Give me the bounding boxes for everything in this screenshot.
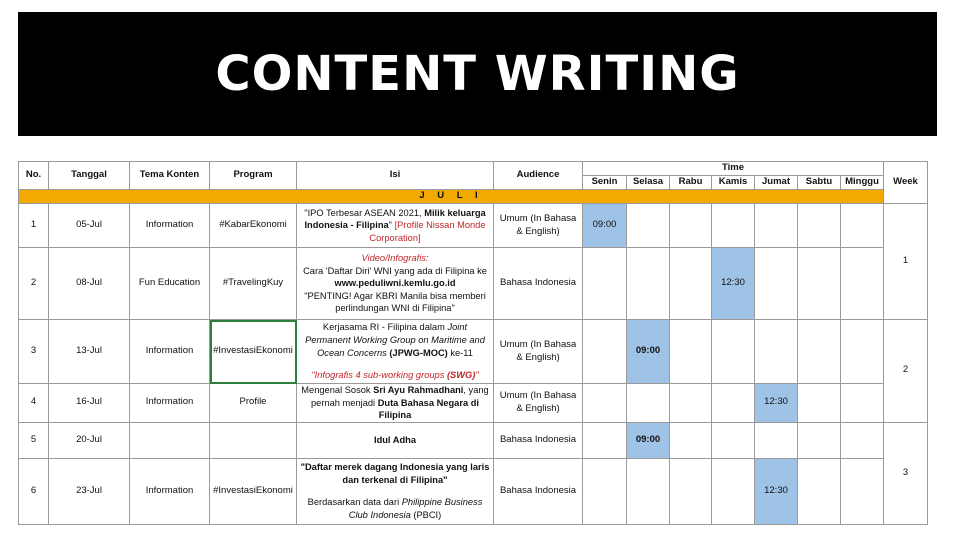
cell-no: 3 (19, 320, 49, 384)
cell-time-jumat: 12:30 (755, 458, 798, 524)
header-isi: Isi (297, 162, 494, 190)
header-week: Week (884, 162, 928, 204)
title-banner (18, 12, 937, 136)
cell-tema: Information (130, 458, 210, 524)
cell-time-rabu (670, 384, 712, 423)
cell-time-minggu (841, 204, 884, 248)
cell-time-rabu (670, 320, 712, 384)
cell-audience: Bahasa Indonesia (494, 248, 583, 320)
cell-program: #InvestasiEkonomi (210, 458, 297, 524)
cell-time-sabtu (798, 204, 841, 248)
cell-time-minggu (841, 248, 884, 320)
table-row (19, 204, 928, 248)
cell-tema (130, 422, 210, 458)
cell-program: Profile (210, 384, 297, 423)
cell-time-jumat (755, 248, 798, 320)
header-day-selasa: Selasa (627, 176, 670, 190)
page-title: CONTENT WRITING (215, 46, 740, 102)
cell-time-senin (583, 458, 627, 524)
cell-time-kamis: 12:30 (712, 248, 755, 320)
cell-time-senin: 09:00 (583, 204, 627, 248)
cell-no: 1 (19, 204, 49, 248)
header-no: No. (19, 162, 49, 190)
header-day-senin: Senin (583, 176, 627, 190)
cell-no: 6 (19, 458, 49, 524)
table-row (19, 384, 928, 423)
header-time: Time (583, 162, 884, 176)
header-day-rabu: Rabu (670, 176, 712, 190)
cell-tema: Information (130, 320, 210, 384)
cell-time-sabtu (798, 458, 841, 524)
cell-tanggal: 23-Jul (49, 458, 130, 524)
table-row (19, 422, 928, 458)
cell-isi: "Daftar merek dagang Indonesia yang laris dan terkenal di Filipina" Berdasarkan data dari Philippine Business Club Indonesia (PBCI) (297, 458, 494, 524)
cell-time-kamis (712, 320, 755, 384)
header-day-minggu: Minggu (841, 176, 884, 190)
cell-no: 4 (19, 384, 49, 423)
cell-time-selasa (627, 458, 670, 524)
cell-time-rabu (670, 204, 712, 248)
header-tema: Tema Konten (130, 162, 210, 190)
cell-no: 2 (19, 248, 49, 320)
header-day-jumat: Jumat (755, 176, 798, 190)
cell-audience: Umum (In Bahasa & English) (494, 320, 583, 384)
table-row (19, 248, 928, 320)
cell-tanggal: 13-Jul (49, 320, 130, 384)
cell-time-senin (583, 248, 627, 320)
cell-tanggal: 16-Jul (49, 384, 130, 423)
cell-audience: Umum (In Bahasa & English) (494, 204, 583, 248)
cell-isi: Kerjasama RI - Filipina dalam Joint Permanent Working Group on Maritime and Ocean Concerns (JPWG-MOC) ke-11 "Infografis 4 sub-working groups (SWG)" (297, 320, 494, 384)
cell-time-selasa: 09:00 (627, 422, 670, 458)
cell-time-sabtu (798, 422, 841, 458)
cell-week: 1 (884, 204, 928, 320)
header-row (19, 162, 928, 176)
cell-week: 3 (884, 422, 928, 524)
cell-isi: "IPO Terbesar ASEAN 2021, Milik keluarga Indonesia - Filipina" [Profile Nissan Monde Corporation] (297, 204, 494, 248)
cell-time-jumat (755, 320, 798, 384)
cell-time-minggu (841, 458, 884, 524)
cell-time-kamis (712, 422, 755, 458)
cell-time-kamis (712, 458, 755, 524)
cell-isi: Mengenal Sosok Sri Ayu Rahmadhani, yang pernah menjadi Duta Bahasa Negara di Filipina (297, 384, 494, 423)
cell-time-sabtu (798, 248, 841, 320)
header-day-kamis: Kamis (712, 176, 755, 190)
cell-time-selasa (627, 384, 670, 423)
cell-time-minggu (841, 384, 884, 423)
cell-time-kamis (712, 384, 755, 423)
header-day-sabtu: Sabtu (798, 176, 841, 190)
cell-tanggal: 20-Jul (49, 422, 130, 458)
cell-time-rabu (670, 248, 712, 320)
cell-time-selasa: 09:00 (627, 320, 670, 384)
cell-time-minggu (841, 320, 884, 384)
cell-no: 5 (19, 422, 49, 458)
cell-tema: Information (130, 204, 210, 248)
cell-tema: Fun Education (130, 248, 210, 320)
cell-time-senin (583, 422, 627, 458)
cell-audience: Umum (In Bahasa & English) (494, 384, 583, 423)
cell-time-jumat (755, 204, 798, 248)
table-row (19, 320, 928, 384)
cell-time-senin (583, 384, 627, 423)
cell-program: #KabarEkonomi (210, 204, 297, 248)
cell-time-jumat: 12:30 (755, 384, 798, 423)
cell-audience: Bahasa Indonesia (494, 458, 583, 524)
cell-time-selasa (627, 248, 670, 320)
cell-tanggal: 05-Jul (49, 204, 130, 248)
cell-time-kamis (712, 204, 755, 248)
cell-time-selasa (627, 204, 670, 248)
cell-time-rabu (670, 422, 712, 458)
cell-isi: Idul Adha (297, 422, 494, 458)
header-program: Program (210, 162, 297, 190)
cell-isi: Video/Infografis: Cara 'Daftar Diri' WNI yang ada di Filipina ke www.peduliwni.kemlu.go.id "PENTING! Agar KBRI Manila bisa memberi perlindungan WNI di Filipina" (297, 248, 494, 320)
cell-time-rabu (670, 458, 712, 524)
cell-tanggal: 08-Jul (49, 248, 130, 320)
cell-time-senin (583, 320, 627, 384)
month-row (19, 190, 928, 204)
cell-program: #TravelingKuy (210, 248, 297, 320)
cell-program (210, 422, 297, 458)
table-row (19, 458, 928, 524)
cell-program-selected[interactable]: #InvestasiEkonomi (210, 320, 297, 384)
cell-time-sabtu (798, 384, 841, 423)
cell-audience: Bahasa Indonesia (494, 422, 583, 458)
cell-time-minggu (841, 422, 884, 458)
content-schedule-table (18, 161, 928, 525)
cell-tema: Information (130, 384, 210, 423)
month-label: J U L I (19, 190, 884, 204)
cell-time-sabtu (798, 320, 841, 384)
header-tanggal: Tanggal (49, 162, 130, 190)
cell-time-jumat (755, 422, 798, 458)
cell-week: 2 (884, 320, 928, 423)
header-audience: Audience (494, 162, 583, 190)
